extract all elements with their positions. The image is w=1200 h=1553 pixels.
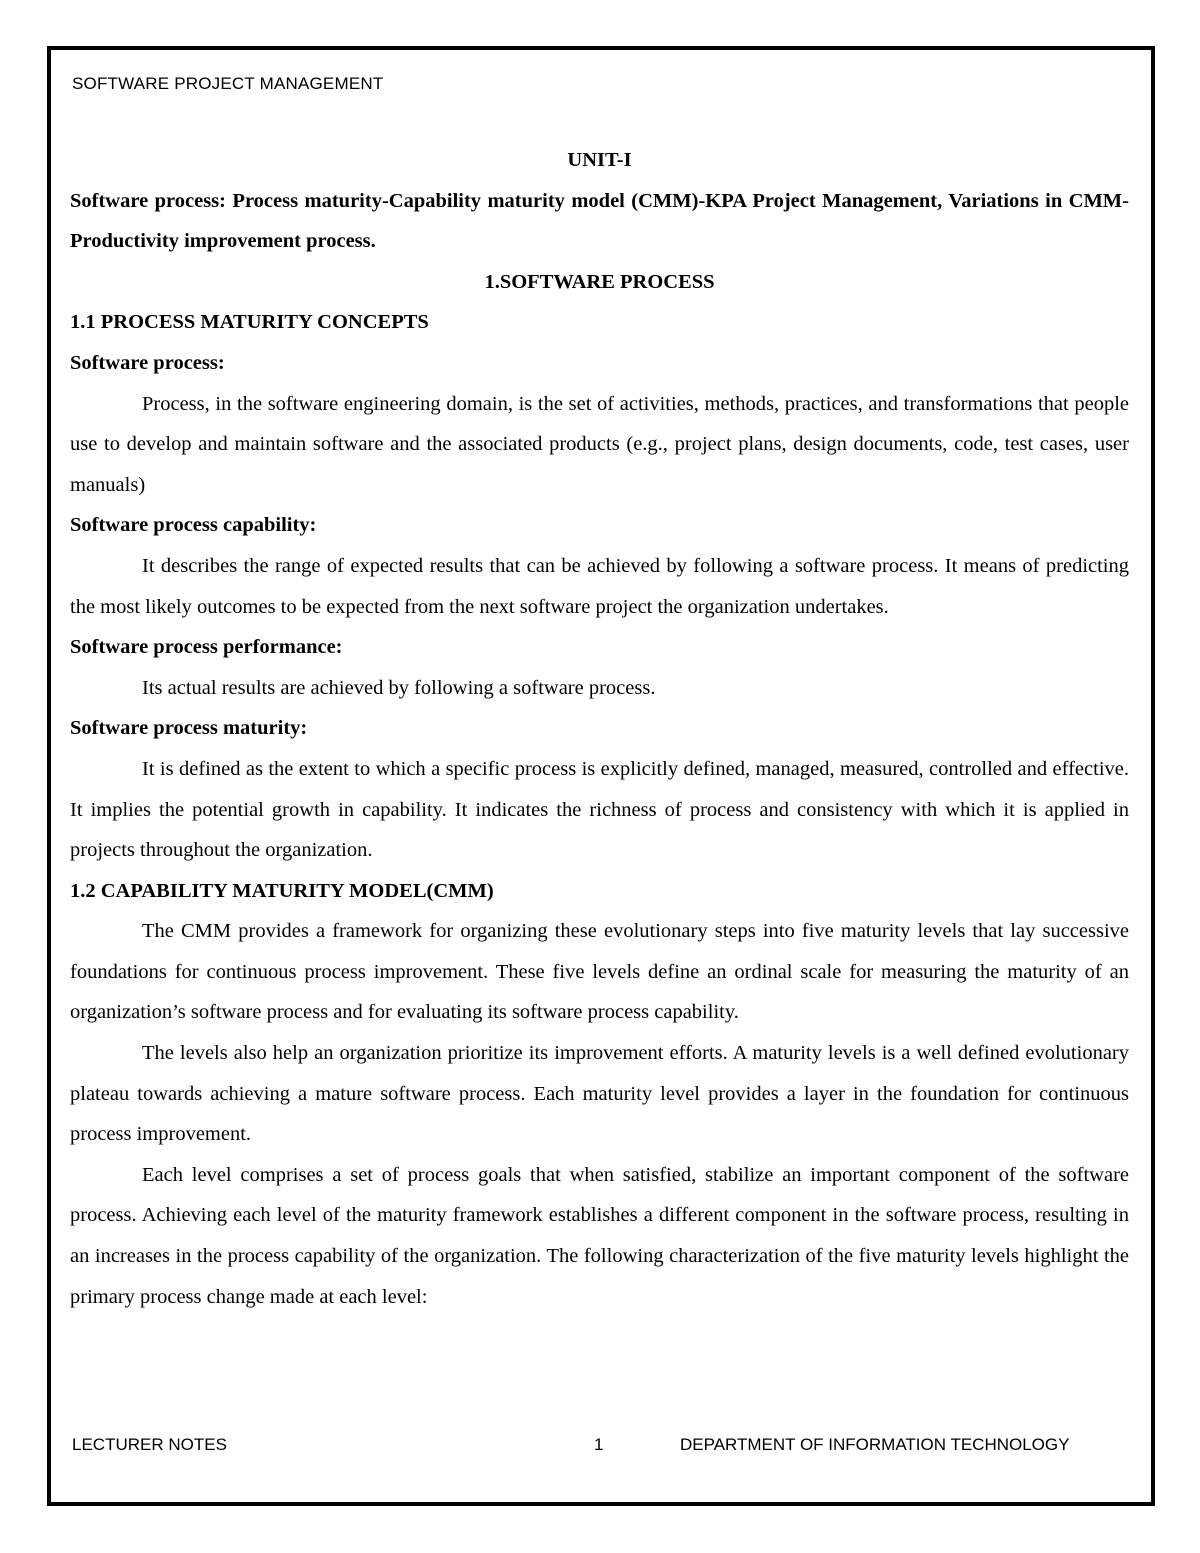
unit-summary: Software process: Process maturity-Capability maturity model (CMM)-KPA Project Management, Variations in CMM-Productivity improvement process. [70,189,1129,253]
section-heading-1-1: 1.1 PROCESS MATURITY CONCEPTS [70,311,429,334]
term-body-software-process: Process, in the software engineering domain, is the set of activities, methods, practices, and transformations that people use to develop and maintain software and the associated products (e.g., project plans, design documents, code, test cases, user manuals) [70,392,1129,496]
footer-page-number: 1 [594,1435,604,1454]
term-heading-process-capability: Software process capability: [70,514,317,537]
cmm-paragraph: Each level comprises a set of process goals that when satisfied, stabilize an important component of the software process. Achieving each level of the maturity framework establishes a different component in the software process, resulting in an increases in the process capability of the organization. The following characterization of the five maturity levels highlight the primary process change made at each level: [70,1163,1129,1308]
term-body-process-performance: Its actual results are achieved by following a software process. [142,676,656,699]
footer-left-label: LECTURER NOTES [72,1435,227,1454]
page-header: SOFTWARE PROJECT MANAGEMENT [72,74,384,93]
section-heading-1-2: 1.2 CAPABILITY MATURITY MODEL(CMM) [70,879,494,902]
term-heading-process-performance: Software process performance: [70,636,343,659]
term-heading-software-process: Software process: [70,351,225,374]
document-body [70,140,1129,1317]
unit-title: UNIT-I [567,149,632,171]
cmm-paragraph: The levels also help an organization prioritize its improvement efforts. A maturity levels is a well defined evolutionary plateau towards achieving a mature software process. Each maturity level provides a layer in the foundation for continuous process improvement. [70,1042,1129,1146]
chapter-title: 1.SOFTWARE PROCESS [484,270,715,293]
term-body-process-capability: It describes the range of expected results that can be achieved by following a software process. It means of predicting the most likely outcomes to be expected from the next software project the organization undertakes. [70,554,1129,618]
cmm-paragraph: The CMM provides a framework for organizing these evolutionary steps into five maturity levels that lay successive foundations for continuous process improvement. These five levels define an ordinal scale for measuring the maturity of an organization’s software process and for evaluating its software process capability. [70,920,1129,1024]
footer-department: DEPARTMENT OF INFORMATION TECHNOLOGY [680,1435,1070,1454]
term-body-process-maturity: It is defined as the extent to which a specific process is explicitly defined, managed, measured, controlled and effective. It implies the potential growth in capability. It indicates the richness of process and consistency with which it is applied in projects throughout the organization. [70,757,1129,862]
term-heading-process-maturity: Software process maturity: [70,717,308,740]
